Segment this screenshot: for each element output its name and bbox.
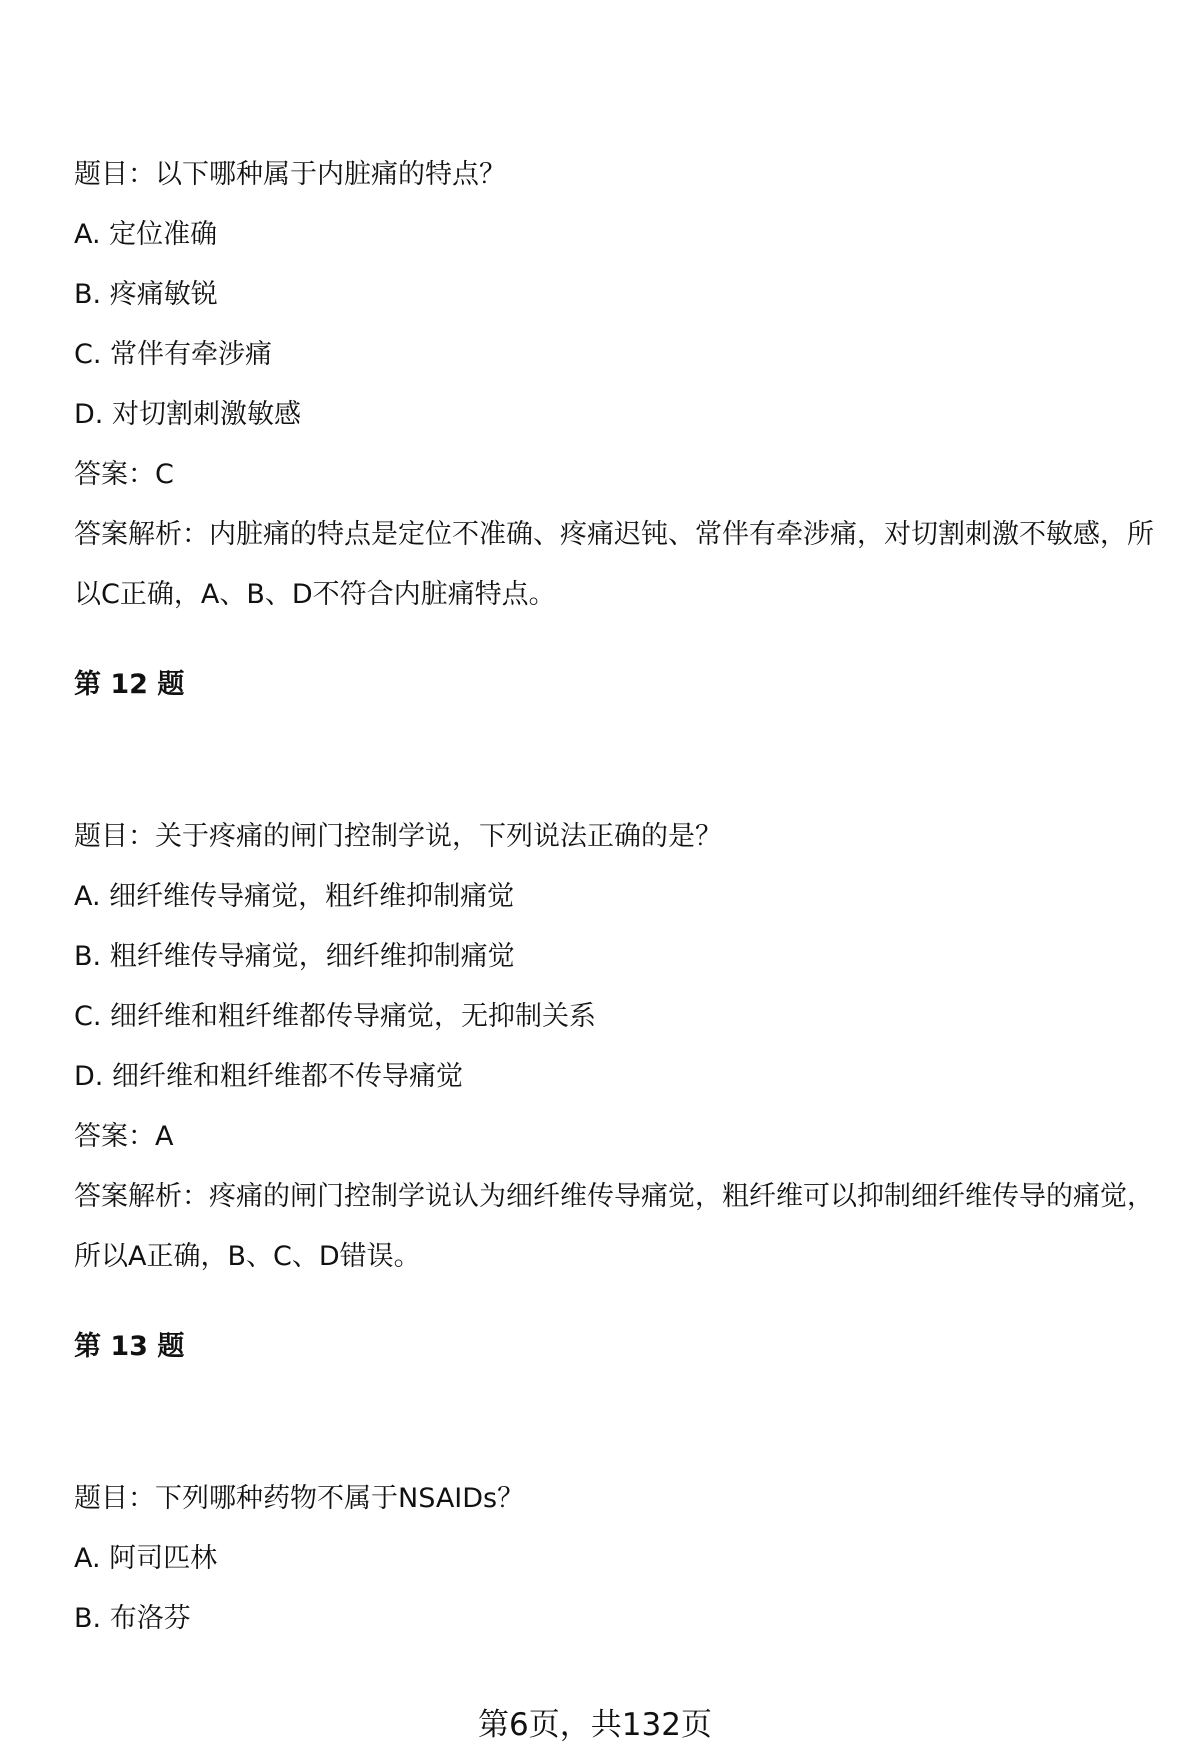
question-12-heading: 第 12 题 [74,669,185,700]
answer-explanation: 答案解析：疼痛的闸门控制学说认为细纤维传导痛觉，粗纤维可以抑制细纤维传导的痛觉，所以A正确，B、C、D错误。 [74,1181,1154,1272]
option-a: A. 细纤维传导痛觉，粗纤维抑制痛觉 [74,881,515,912]
question-11 [74,145,1164,625]
question-text: 题目：关于疼痛的闸门控制学说，下列说法正确的是？ [74,821,722,852]
answer: 答案：C [74,459,174,490]
answer: 答案：A [74,1121,174,1152]
option-b: B. 粗纤维传导痛觉，细纤维抑制痛觉 [74,941,515,972]
question-13 [74,1469,1164,1649]
question-text: 题目：下列哪种药物不属于NSAIDs？ [74,1483,525,1514]
option-a: A. 阿司匹林 [74,1543,218,1574]
option-b: B. 布洛芬 [74,1603,191,1634]
option-a: A. 定位准确 [74,219,218,250]
question-13-heading: 第 13 题 [74,1331,185,1362]
option-b: B. 疼痛敏锐 [74,279,218,310]
option-c: C. 细纤维和粗纤维都传导痛觉，无抑制关系 [74,1001,597,1032]
page-number: 第6页，共132页 [478,1707,712,1743]
option-d: D. 对切割刺激敏感 [74,399,301,430]
question-text: 题目：以下哪种属于内脏痛的特点？ [74,159,506,190]
option-d: D. 细纤维和粗纤维都不传导痛觉 [74,1061,463,1092]
question-12 [74,807,1164,1287]
answer-explanation: 答案解析：内脏痛的特点是定位不准确、疼痛迟钝、常伴有牵涉痛，对切割刺激不敏感，所以C正确，A、B、D不符合内脏痛特点。 [74,519,1154,610]
option-c: C. 常伴有牵涉痛 [74,339,273,370]
